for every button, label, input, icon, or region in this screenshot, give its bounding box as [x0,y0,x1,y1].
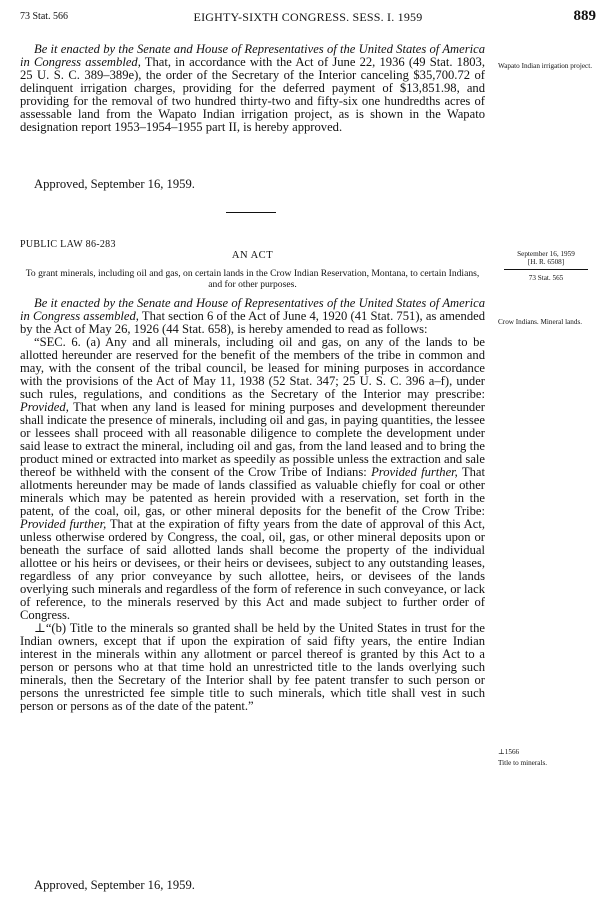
enacting-clause-2: Be it enacted by the Senate and House of Representatives of the United States of America in Congress assembled, [20,296,485,323]
act-caption: To grant minerals, including oil and gas, on certain lands in the Crow Indian Reservation, Montana, to certain Indians, and for other purposes. [25,268,480,290]
act-heading: AN ACT [231,250,274,261]
header-stat: 73 Stat. 566 [20,11,69,22]
side-date: September 16, 1959 [517,250,575,258]
enacting-clause: Be it enacted by the Senate and House of Representatives of the United States of America in Congress assembled, [20,42,485,69]
approved-line-1: Approved, September 16, 1959. [34,177,195,191]
sec6a-start: “SEC. 6. (a) Any and all minerals, including oil and gas, on any of the lands to be allotted hereunder are reserved for the benefit of the members of the tribe in common and may, with the consent of the tribal council, be leased for mining purposes in accordance with the provisions of the Act of May 11, 1938 (52 Stat. 347; 25 U. S. C. 396 a–f), under such rules, regulations, and conditions as the Secretary of the Interior may prescribe: [20,335,485,401]
crow-enact-text: That section 6 of the Act of June 4, 1920 (41 Stat. 751), as amended by the Act of May 26, 1926 (44 Stat. 658), is hereby amended to read as follows: [20,309,486,336]
sec6b-mark: ⊥ [34,621,46,635]
margin-note-title: Title to minerals. [498,759,548,767]
approved-line-2: Approved, September 16, 1959. [34,878,195,892]
side-stat: 73 Stat. 565 [528,274,564,282]
sec6a-paragraph [20,336,485,622]
sec6a-mid2: That allotments hereunder may be made of lands classified as valuable chiefly for coal or other minerals which may be patented as herein provided with a reservation, set forth in the patent, of the coal, oil, gas, or other mineral deposits for the benefit of the Crow Tribe: [20,465,486,518]
margin-note-wapato: Wapato Indian irrigation project. [498,62,593,70]
page-number: 889 [573,8,596,24]
side-bill: [H. R. 6508] [527,258,565,266]
crow-enacting-paragraph [20,297,485,336]
header-title: EIGHTY-SIXTH CONGRESS. SESS. I. 1959 [193,10,423,24]
sec6a-mid1: That when any land is leased for mining purposes and development thereunder shall indicate the presence of minerals, including oil and gas, in paying quantities, the lessee or lessees shall proceed with all reasonable diligence to complete the development under said lease to extract the mineral, including oil and gas, from the land leased and to bring the product mined or extracted into market as speedily as possible unless the extraction and sale thereof be withheld with the consent of the Crow Tribe of Indians: [20,400,486,479]
provided-2: Provided further, [371,465,458,479]
margin-note-page-ref: ⊥1566 [498,748,520,756]
provided-1: Provided, [20,400,69,414]
sec6b-paragraph [20,622,485,713]
sec6b-text: “(b) Title to the minerals so granted shall be held by the United States in trust for the Indian owners, except that if upon the expiration of said fifty years, the entire Indian interest in the minerals within any allotment or parcel thereof is granted by this Act to a person or persons who at that time hold an unrestricted title to the lands overlying such minerals, then the Secretary of the Interior shall by fee patent transfer to such person or persons the unrestricted fee simple title to such minerals, which title shall vest in such person or persons as of the date of the patent.” [20,621,485,713]
section-divider [226,212,276,213]
public-law-number: PUBLIC LAW 86-283 [20,239,116,250]
page-header [20,8,596,28]
section-crow [20,297,485,713]
wapato-paragraph [20,43,485,134]
margin-note-crow: Crow Indians. Mineral lands. [498,318,583,326]
side-citation [498,250,594,282]
section-wapato [20,43,485,134]
side-rule [504,269,588,270]
sec6a-end: That at the expiration of fifty years from the date of approval of this Act, unless otherwise ordered by Congress, the coal, oil, gas, or other mineral deposits upon or beneath the surface of said allotted lands shall become the property of the individual allottee or his heirs or devisees, or their heirs or devisees, subject to any outstanding leases, regardless of any prior conveyance by such allottee, heirs, or devisees of the lands overlying such minerals and regardless of the form of reference in such conveyance, or lack of reference, to the minerals reserved by this Act and made subject to further order of Congress. [20,517,485,622]
provided-3: Provided further, [20,517,107,531]
wapato-text: That, in accordance with the Act of June 22, 1936 (49 Stat. 1803, 25 U. S. C. 389–389e), the order of the Secretary of the Interior canceling $35,700.72 of delinquent irrigation charges, providing for the deferred payment of $13,851.98, and providing for the removal of two hundred thirty-two and fifty-six one hundredths acres of assessable land from the Wapato Indian irrigation project, as is shown in the Wapato designation report 1953–1954–1955 part II, is hereby approved. [20,55,486,134]
